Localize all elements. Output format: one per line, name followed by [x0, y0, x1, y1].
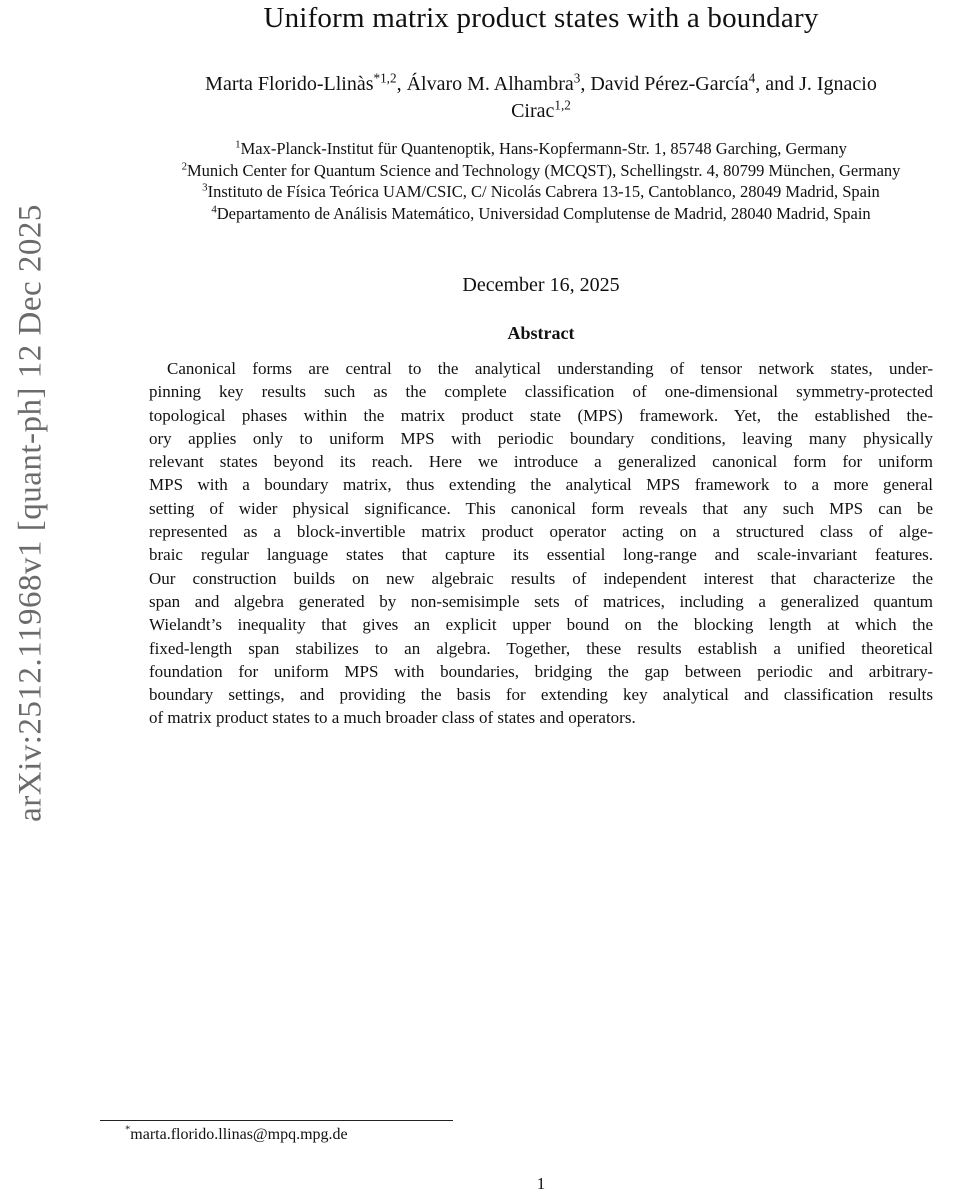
- abstract-heading: Abstract: [507, 323, 575, 343]
- affiliation-number: 1: [235, 138, 241, 151]
- affiliation-list: [126, 138, 956, 224]
- abstract-line: represented as a block-invertible matrix product operator acting on a structured class of alge-: [149, 522, 933, 542]
- author-line-1: Marta Florido-Llinàs$^{*1,2}$, Álvaro M. Alhambra$^3$, David Pérez-García$^4$, and J. Ignacio: [205, 70, 877, 95]
- abstract-line: MPS with a boundary matrix, thus extending the analytical MPS framework to a more general: [149, 475, 933, 495]
- affiliation-number: 4: [211, 203, 217, 215]
- abstract-line: Wielandt’s inequality that gives an explicit upper bound on the blocking length at which the: [149, 615, 933, 635]
- superscript-marker: *: [125, 1124, 131, 1136]
- superscript-marker: 4: [748, 70, 756, 86]
- abstract-text: [149, 357, 933, 730]
- abstract-line: fixed-length span stabilizes to an algebra. Together, these results establish a unified theoretical: [149, 638, 933, 658]
- paper-date: December 16, 2025: [462, 274, 620, 296]
- abstract-line: of matrix product states to a much broader class of states and operators.: [149, 708, 636, 728]
- abstract-line: braic regular language states that capture its essential long-range and scale-invariant features.: [149, 545, 933, 565]
- affiliation-number: 3: [202, 181, 208, 194]
- abstract-line: topological phases within the matrix product state (MPS) framework. Yet, the established the-: [149, 405, 933, 425]
- author-block: [126, 71, 956, 125]
- affiliation-line: $^2$Munich Center for Quantum Science and Technology (MCQST), Schellingstr. 4, 80799 München, Germany: [181, 160, 901, 180]
- abstract-line: boundary settings, and providing the basis for extending key analytical and classification results: [149, 685, 933, 705]
- superscript-marker: 1,2: [554, 97, 571, 113]
- abstract-line: span and algebra generated by non-semisimple sets of matrices, including a generalized quantum: [149, 591, 933, 611]
- page-number: 1: [536, 1174, 546, 1193]
- superscript-marker: *1,2: [373, 70, 397, 86]
- abstract-line: foundation for uniform MPS with boundaries, bridging the gap between periodic and arbitrary-: [149, 661, 933, 681]
- abstract-line: relevant states beyond its reach. Here we introduce a generalized canonical form for uniform: [149, 452, 933, 472]
- paper-title: Uniform matrix product states with a boundary: [263, 2, 819, 34]
- abstract-line: Canonical forms are central to the analytical understanding of tensor network states, under-: [167, 359, 933, 378]
- arxiv-stamp: arXiv:2512.11968v1 [quant-ph] 12 Dec 2025: [12, 204, 49, 822]
- affiliation-line: $^1$Max-Planck-Institut für Quantenoptik, Hans-Kopfermann-Str. 1, 85748 Garching, Germany: [235, 138, 847, 158]
- affiliation-number: 2: [181, 160, 187, 172]
- affiliation-line: $^3$Instituto de Física Teórica UAM/CSIC, C/ Nicolás Cabrera 13-15, Cantoblanco, 28049 Madrid, Spain: [202, 181, 880, 201]
- abstract-line: setting of wider physical significance. This canonical form reveals that any such MPS can be: [149, 498, 933, 518]
- abstract-line: pinning key results such as the complete classification of one-dimensional symmetry-protected: [149, 382, 933, 402]
- footnote-email: *marta.florido.llinas@mpq.mpg.de: [125, 1124, 348, 1143]
- affiliation-line: $^4$Departamento de Análisis Matemático, Universidad Complutense de Madrid, 28040 Madrid, Spain: [211, 203, 871, 223]
- author-line-2: Cirac$^{1,2}$: [511, 97, 571, 122]
- abstract-line: ory applies only to uniform MPS with periodic boundary conditions, leaving many physically: [149, 428, 933, 448]
- abstract-line: Our construction builds on new algebraic results of independent interest that characterize the: [149, 568, 933, 588]
- footnote-rule: [100, 1120, 453, 1121]
- footnote: [100, 1120, 520, 1144]
- page-content: [126, 0, 956, 730]
- superscript-marker: 3: [573, 70, 581, 86]
